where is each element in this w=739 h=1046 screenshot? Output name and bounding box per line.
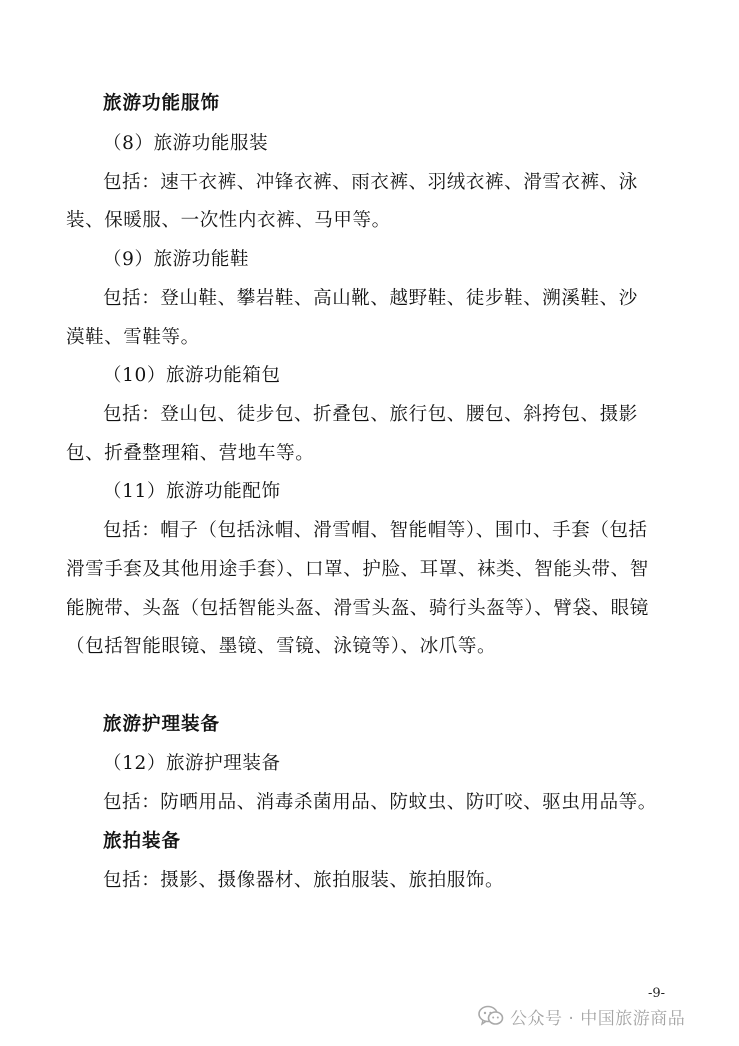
item-12-body-line-1: 包括：防晒用品、消毒杀菌用品、防蚊虫、防叮咬、驱虫用品等。: [103, 792, 657, 813]
item-11-body-line-3: 能腕带、头盔（包括智能头盔、滑雪头盔、骑行头盔等）、臂袋、眼镜: [66, 598, 649, 619]
item-8-body-line-1: 包括：速干衣裤、冲锋衣裤、雨衣裤、羽绒衣裤、滑雪衣裤、泳: [103, 172, 638, 193]
item-9-title: （9）旅游功能鞋: [103, 249, 250, 270]
wechat-icon: [478, 1005, 504, 1027]
page-number: -9-: [648, 986, 666, 1001]
item-9-body-line-1: 包括：登山鞋、攀岩鞋、高山靴、越野鞋、徒步鞋、溯溪鞋、沙: [103, 288, 638, 309]
item-11-body-line-1: 包括：帽子（包括泳帽、滑雪帽、智能帽等）、围巾、手套（包括: [103, 520, 648, 541]
watermark: [478, 1004, 685, 1028]
item-11-body-line-4: （包括智能眼镜、墨镜、雪镜、泳镜等）、冰爪等。: [66, 636, 497, 657]
item-10-body-line-1: 包括：登山包、徒步包、折叠包、旅行包、腰包、斜挎包、摄影: [103, 404, 638, 425]
item-8-title: （8）旅游功能服装: [103, 133, 269, 154]
section-heading-care: 旅游护理装备: [103, 714, 221, 735]
item-12-title: （12）旅游护理装备: [103, 753, 281, 774]
item-10-body-line-2: 包、折叠整理箱、营地车等。: [66, 443, 315, 464]
photo-body-line-1: 包括：摄影、摄像器材、旅拍服装、旅拍服饰。: [103, 870, 505, 891]
item-11-title: （11）旅游功能配饰: [103, 481, 281, 502]
watermark-text: 公众号 · 中国旅游商品: [510, 1008, 686, 1029]
item-8-body-line-2: 装、保暖服、一次性内衣裤、马甲等。: [66, 210, 391, 231]
item-9-body-line-2: 漠鞋、雪鞋等。: [66, 327, 200, 348]
item-11-body-line-2: 滑雪手套及其他用途手套）、口罩、护脸、耳罩、袜类、智能头带、智: [66, 559, 649, 580]
section-heading-apparel: 旅游功能服饰: [103, 93, 221, 114]
item-10-title: （10）旅游功能箱包: [103, 365, 281, 386]
section-heading-photo: 旅拍装备: [103, 831, 182, 852]
